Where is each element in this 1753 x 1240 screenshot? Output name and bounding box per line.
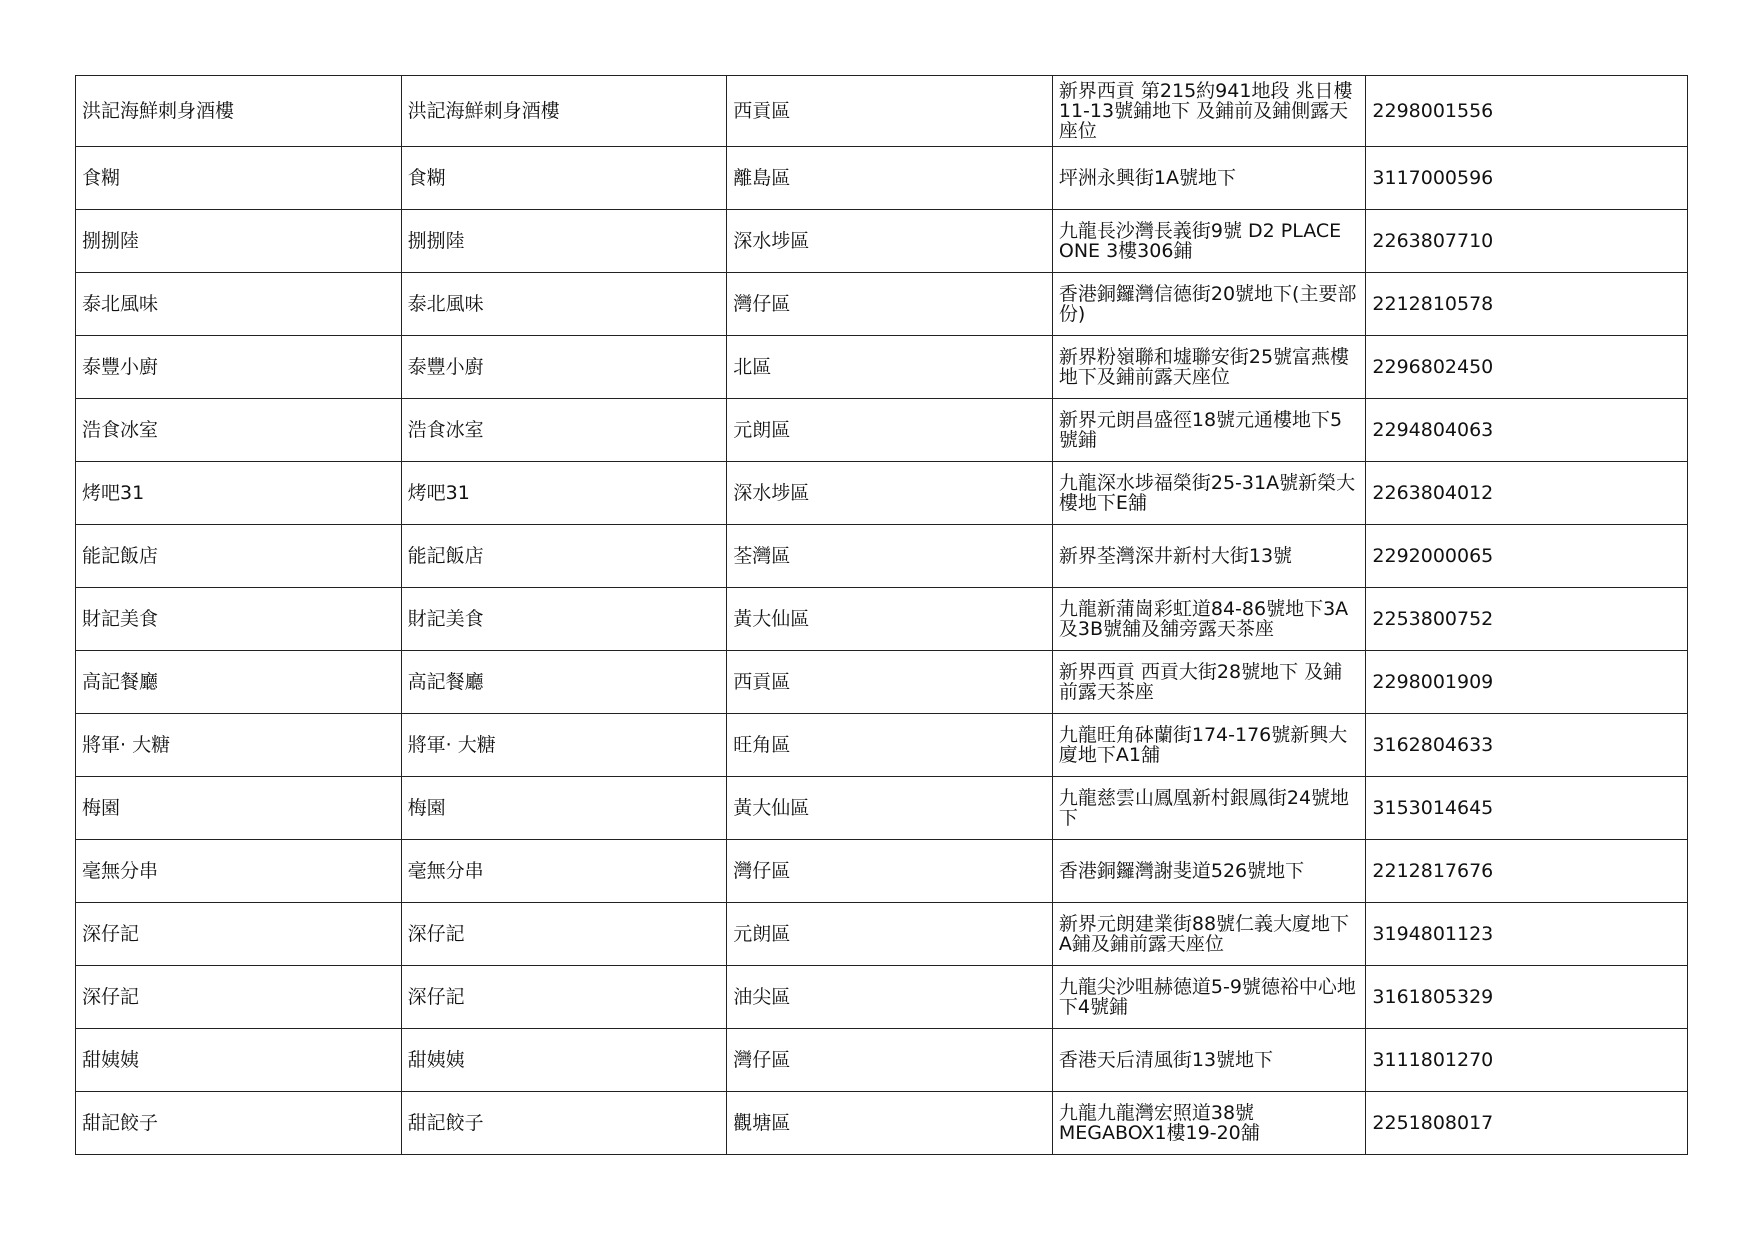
restaurant-name-alt-cell: 食糊 <box>401 147 727 210</box>
restaurant-name-alt-cell: 深仔記 <box>401 903 727 966</box>
district-cell: 灣仔區 <box>727 840 1053 903</box>
table-row <box>76 777 1688 840</box>
license-number-cell: 3111801270 <box>1366 1029 1688 1092</box>
table-row <box>76 336 1688 399</box>
restaurant-name-cell: 高記餐廳 <box>76 651 402 714</box>
restaurant-name-alt-cell: 財記美食 <box>401 588 727 651</box>
restaurant-name-cell: 將軍· 大糖 <box>76 714 402 777</box>
table-row <box>76 210 1688 273</box>
address-cell: 新界荃灣深井新村大街13號 <box>1052 525 1366 588</box>
table-row <box>76 399 1688 462</box>
table-body <box>76 76 1688 1155</box>
district-cell: 油尖區 <box>727 966 1053 1029</box>
address-cell: 坪洲永興街1A號地下 <box>1052 147 1366 210</box>
address-cell: 九龍長沙灣長義街9號 D2 PLACE ONE 3樓306鋪 <box>1052 210 1366 273</box>
license-number-cell: 2212817676 <box>1366 840 1688 903</box>
table-row <box>76 588 1688 651</box>
district-cell: 離島區 <box>727 147 1053 210</box>
district-cell: 觀塘區 <box>727 1092 1053 1155</box>
district-cell: 灣仔區 <box>727 1029 1053 1092</box>
table-row <box>76 714 1688 777</box>
district-cell: 黃大仙區 <box>727 588 1053 651</box>
restaurant-name-cell: 財記美食 <box>76 588 402 651</box>
restaurant-name-cell: 甜記餃子 <box>76 1092 402 1155</box>
table-row <box>76 147 1688 210</box>
restaurant-name-alt-cell: 甜姨姨 <box>401 1029 727 1092</box>
district-cell: 元朗區 <box>727 903 1053 966</box>
address-cell: 新界西貢 西貢大街28號地下 及鋪前露天茶座 <box>1052 651 1366 714</box>
restaurant-name-alt-cell: 甜記餃子 <box>401 1092 727 1155</box>
restaurant-name-cell: 梅園 <box>76 777 402 840</box>
restaurant-table <box>75 75 1688 1155</box>
table-row <box>76 1092 1688 1155</box>
district-cell: 旺角區 <box>727 714 1053 777</box>
restaurant-name-alt-cell: 能記飯店 <box>401 525 727 588</box>
table-row <box>76 462 1688 525</box>
address-cell: 九龍新蒲崗彩虹道84-86號地下3A及3B號舖及舖旁露天茶座 <box>1052 588 1366 651</box>
license-number-cell: 2296802450 <box>1366 336 1688 399</box>
restaurant-name-alt-cell: 捌捌陸 <box>401 210 727 273</box>
license-number-cell: 2263804012 <box>1366 462 1688 525</box>
district-cell: 黃大仙區 <box>727 777 1053 840</box>
license-number-cell: 2294804063 <box>1366 399 1688 462</box>
table-row <box>76 651 1688 714</box>
district-cell: 西貢區 <box>727 76 1053 147</box>
district-cell: 深水埗區 <box>727 210 1053 273</box>
address-cell: 香港銅鑼灣信德街20號地下(主要部份) <box>1052 273 1366 336</box>
license-number-cell: 2263807710 <box>1366 210 1688 273</box>
restaurant-name-alt-cell: 毫無分串 <box>401 840 727 903</box>
restaurant-name-alt-cell: 烤吧31 <box>401 462 727 525</box>
license-number-cell: 2253800752 <box>1366 588 1688 651</box>
license-number-cell: 2298001909 <box>1366 651 1688 714</box>
license-number-cell: 2251808017 <box>1366 1092 1688 1155</box>
restaurant-name-alt-cell: 泰北風味 <box>401 273 727 336</box>
license-number-cell: 3153014645 <box>1366 777 1688 840</box>
restaurant-name-alt-cell: 梅園 <box>401 777 727 840</box>
table-row <box>76 273 1688 336</box>
district-cell: 西貢區 <box>727 651 1053 714</box>
license-number-cell: 3117000596 <box>1366 147 1688 210</box>
table-row <box>76 840 1688 903</box>
address-cell: 新界元朗昌盛徑18號元通樓地下5號鋪 <box>1052 399 1366 462</box>
address-cell: 九龍旺角砵蘭街174-176號新興大廈地下A1舖 <box>1052 714 1366 777</box>
address-cell: 新界西貢 第215約941地段 兆日樓11-13號鋪地下 及鋪前及鋪側露天座位 <box>1052 76 1366 147</box>
district-cell: 荃灣區 <box>727 525 1053 588</box>
license-number-cell: 2298001556 <box>1366 76 1688 147</box>
restaurant-name-alt-cell: 洪記海鮮刺身酒樓 <box>401 76 727 147</box>
district-cell: 深水埗區 <box>727 462 1053 525</box>
license-number-cell: 3161805329 <box>1366 966 1688 1029</box>
restaurant-name-cell: 泰北風味 <box>76 273 402 336</box>
table-row <box>76 966 1688 1029</box>
restaurant-name-cell: 捌捌陸 <box>76 210 402 273</box>
district-cell: 北區 <box>727 336 1053 399</box>
restaurant-name-cell: 烤吧31 <box>76 462 402 525</box>
restaurant-name-alt-cell: 將軍· 大糖 <box>401 714 727 777</box>
restaurant-name-cell: 甜姨姨 <box>76 1029 402 1092</box>
restaurant-name-cell: 浩食冰室 <box>76 399 402 462</box>
restaurant-name-alt-cell: 泰豐小廚 <box>401 336 727 399</box>
district-cell: 灣仔區 <box>727 273 1053 336</box>
address-cell: 九龍九龍灣宏照道38號MEGABOX1樓19-20舖 <box>1052 1092 1366 1155</box>
restaurant-name-cell: 洪記海鮮刺身酒樓 <box>76 76 402 147</box>
address-cell: 新界元朗建業街88號仁義大廈地下A鋪及鋪前露天座位 <box>1052 903 1366 966</box>
district-cell: 元朗區 <box>727 399 1053 462</box>
address-cell: 新界粉嶺聯和墟聯安街25號富燕樓地下及鋪前露天座位 <box>1052 336 1366 399</box>
table-row <box>76 76 1688 147</box>
license-number-cell: 3194801123 <box>1366 903 1688 966</box>
restaurant-name-cell: 能記飯店 <box>76 525 402 588</box>
address-cell: 九龍慈雲山鳳凰新村銀鳳街24號地下 <box>1052 777 1366 840</box>
restaurant-name-alt-cell: 高記餐廳 <box>401 651 727 714</box>
restaurant-name-alt-cell: 深仔記 <box>401 966 727 1029</box>
restaurant-name-alt-cell: 浩食冰室 <box>401 399 727 462</box>
address-cell: 九龍尖沙咀赫德道5-9號德裕中心地下4號鋪 <box>1052 966 1366 1029</box>
restaurant-name-cell: 深仔記 <box>76 966 402 1029</box>
license-number-cell: 2292000065 <box>1366 525 1688 588</box>
address-cell: 香港銅鑼灣謝斐道526號地下 <box>1052 840 1366 903</box>
restaurant-name-cell: 泰豐小廚 <box>76 336 402 399</box>
table-row <box>76 903 1688 966</box>
restaurant-name-cell: 毫無分串 <box>76 840 402 903</box>
address-cell: 九龍深水埗福榮街25-31A號新榮大樓地下E舖 <box>1052 462 1366 525</box>
address-cell: 香港天后清風街13號地下 <box>1052 1029 1366 1092</box>
license-number-cell: 3162804633 <box>1366 714 1688 777</box>
license-number-cell: 2212810578 <box>1366 273 1688 336</box>
restaurant-name-cell: 食糊 <box>76 147 402 210</box>
table-row <box>76 1029 1688 1092</box>
restaurant-name-cell: 深仔記 <box>76 903 402 966</box>
table-row <box>76 525 1688 588</box>
